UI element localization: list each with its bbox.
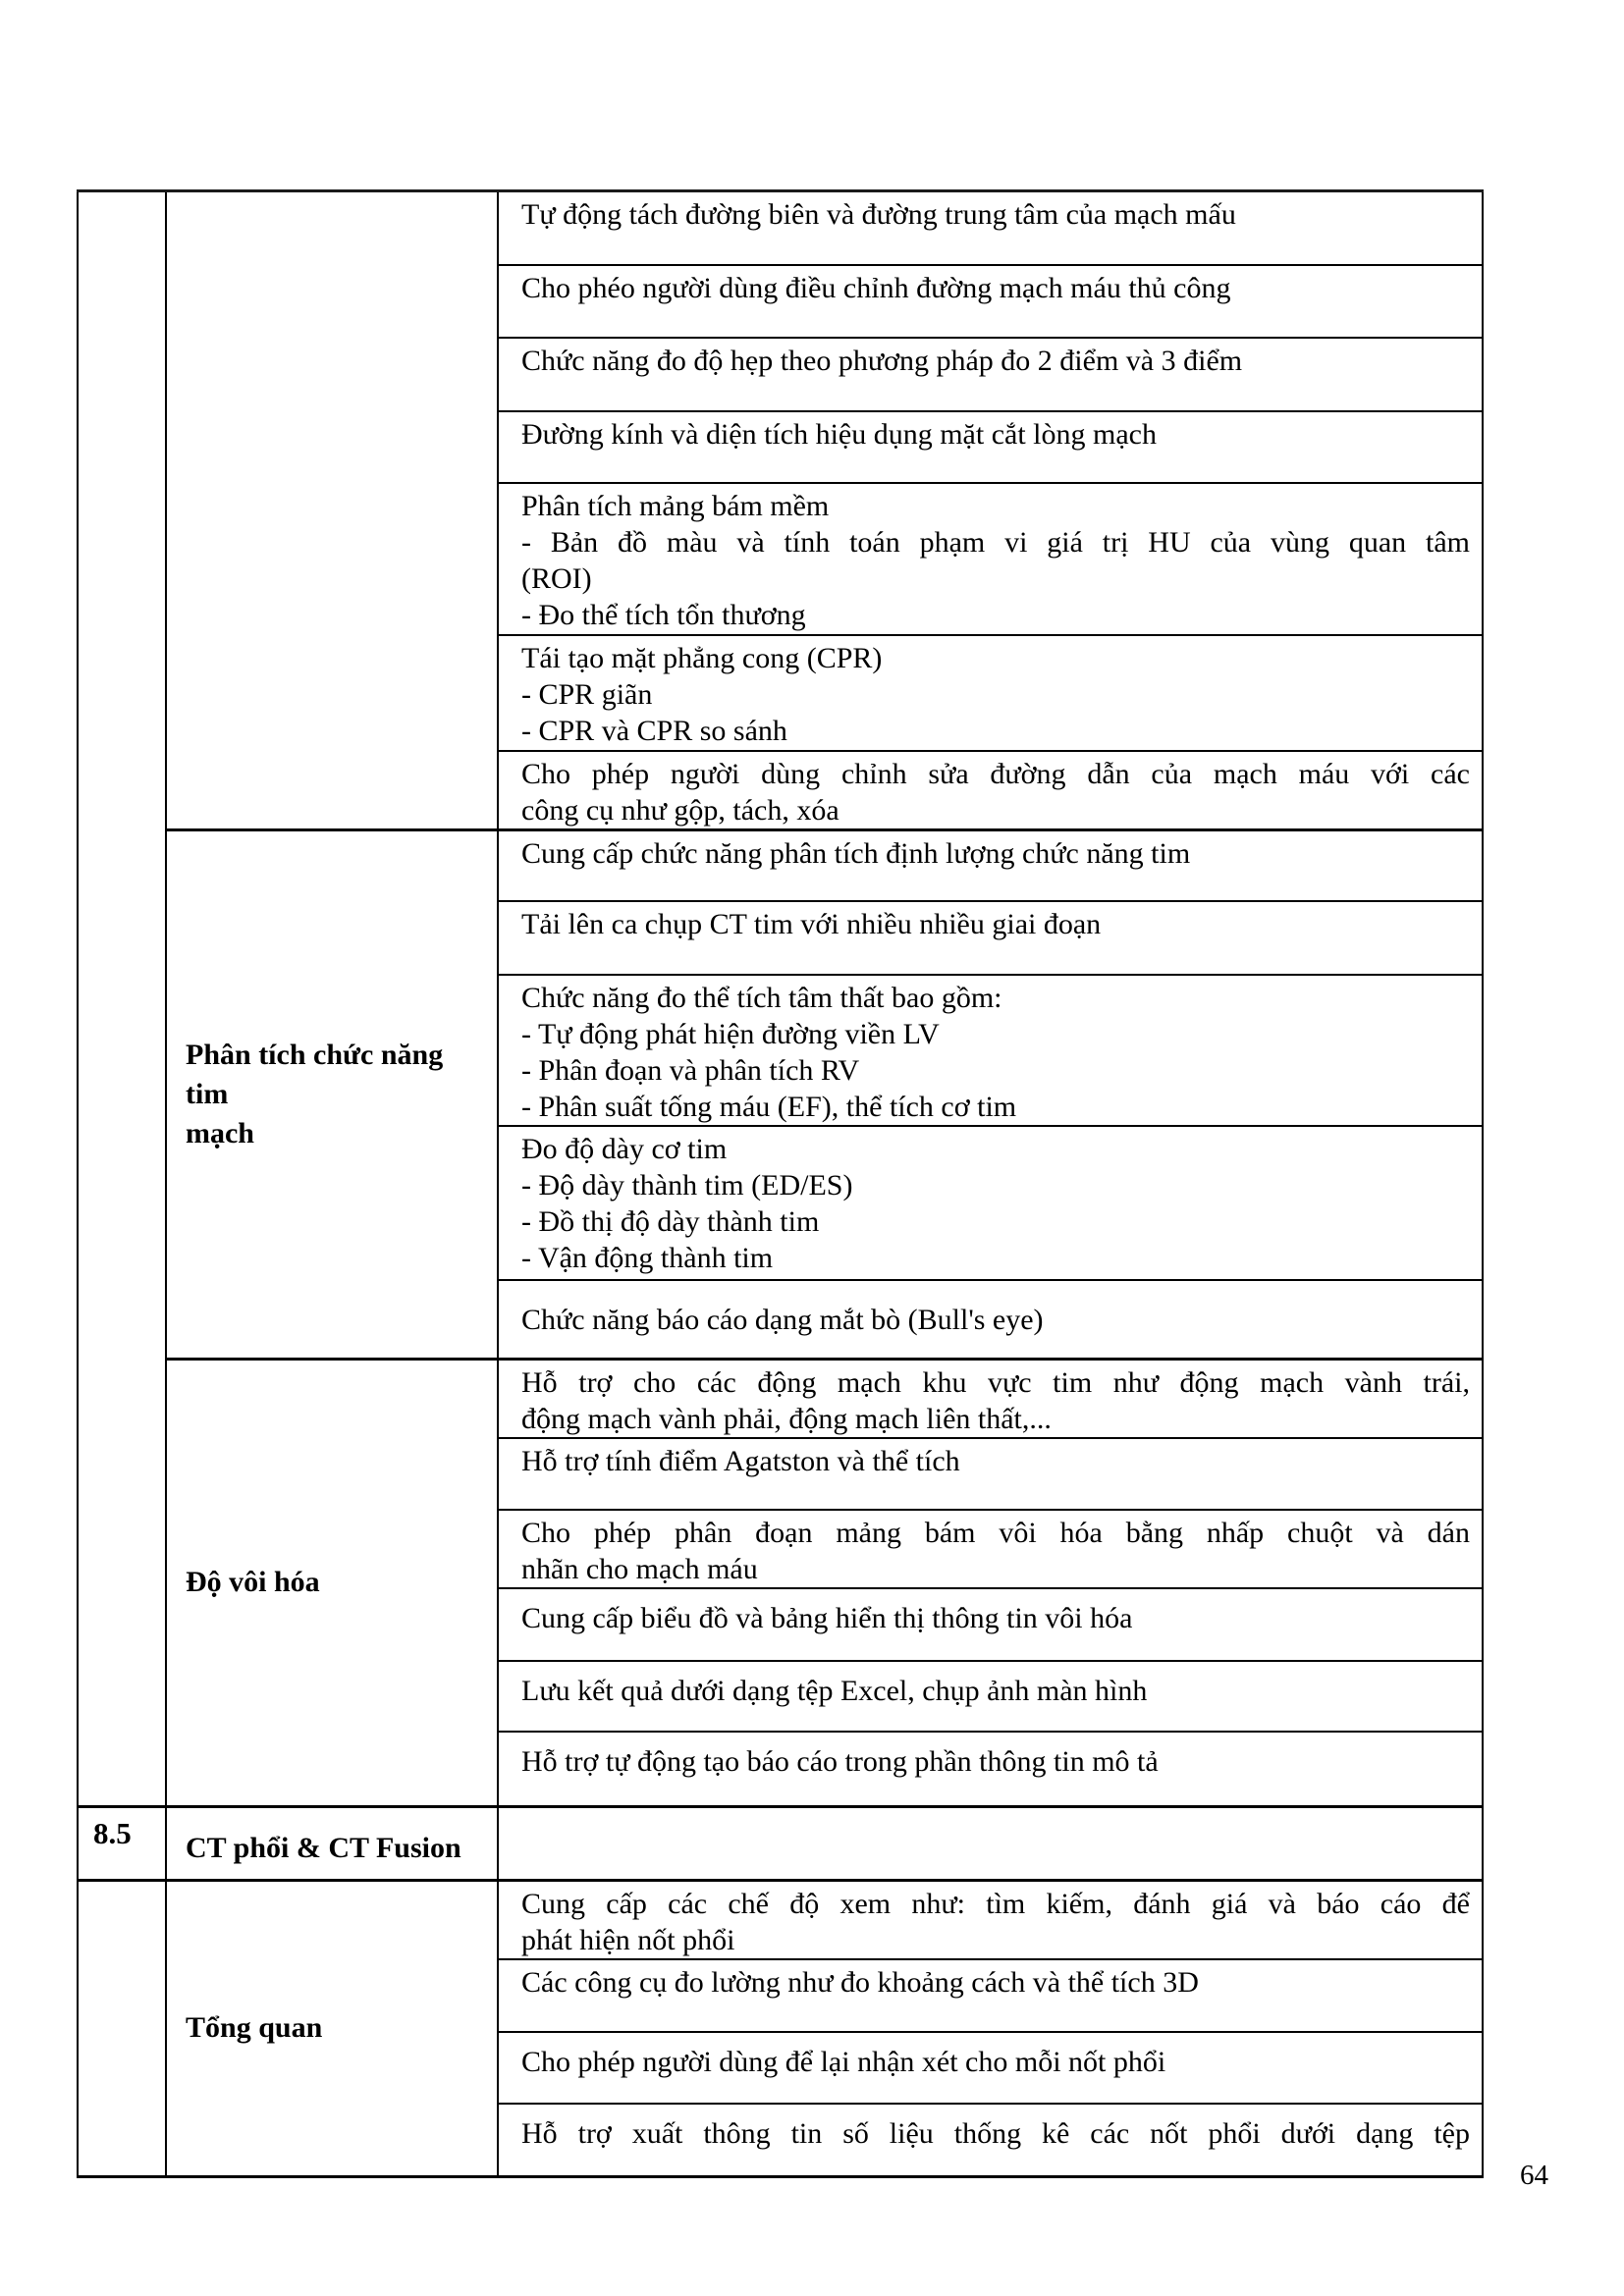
feature-text: Tải lên ca chụp CT tim với nhiều nhiều giai đoạn — [521, 908, 1102, 940]
feature-cell — [498, 1126, 1483, 1280]
category-label: Độ vôi hóa — [186, 1566, 320, 1599]
feature-text: - Đồ thị độ dày thành tim — [521, 1205, 820, 1238]
feature-text: - Vận động thành tim — [521, 1242, 774, 1274]
feature-text: Cho phép phân đoạn mảng bám vôi hóa bằng nhấp chuột và dán — [521, 1516, 1470, 1549]
feature-text: - Tự động phát hiện đường viền LV — [521, 1018, 940, 1050]
feature-cell — [498, 483, 1483, 635]
category-cell-cardiac-analysis — [166, 829, 498, 1359]
category-label: mạch — [186, 1116, 254, 1149]
feature-cell — [498, 2032, 1483, 2104]
feature-text: - Phân đoạn và phân tích RV — [521, 1054, 860, 1087]
feature-text: Chức năng đo thể tích tâm thất bao gồm: — [521, 982, 1002, 1014]
feature-cell — [498, 829, 1483, 901]
feature-text: Hỗ trợ xuất thông tin số liệu thống kê các nốt phổi dưới dạng tệp — [521, 2117, 1470, 2150]
category-cell-calcium-score — [166, 1359, 498, 1807]
feature-text: Hỗ trợ tự động tạo báo cáo trong phần thông tin mô tả — [521, 1744, 1159, 1778]
feature-text: Các công cụ đo lường như đo khoảng cách và thể tích 3D — [521, 1966, 1199, 1999]
item-number-cell-empty — [78, 1881, 166, 2177]
feature-text: Tái tạo mặt phẳng cong (CPR) — [521, 641, 883, 674]
feature-cell — [498, 635, 1483, 751]
feature-cell — [498, 338, 1483, 411]
specification-table — [77, 189, 1484, 2178]
category-label: Tổng quan — [186, 2011, 323, 2045]
feature-text: Tự động tách đường biên và đường trung tâm của mạch mấu — [521, 198, 1236, 231]
feature-cell — [498, 1959, 1483, 2032]
feature-cell — [498, 975, 1483, 1126]
feature-text: - Bản đồ màu và tính toán phạm vi giá trị HU của vùng quan tâm — [521, 525, 1470, 559]
feature-cell — [498, 1732, 1483, 1807]
feature-cell-empty — [498, 1807, 1483, 1881]
feature-text: - CPR và CPR so sánh — [521, 714, 787, 747]
feature-text: Cho phép người dùng chỉnh sửa đường dẫn của mạch máu với các — [521, 757, 1470, 790]
feature-text: - CPR giãn — [521, 677, 653, 711]
feature-text: công cụ như gộp, tách, xóa — [521, 793, 839, 827]
category-cell-ct-lung-fusion — [166, 1807, 498, 1881]
feature-cell — [498, 191, 1483, 265]
feature-cell — [498, 901, 1483, 975]
feature-cell — [498, 1438, 1483, 1510]
feature-text: Chức năng báo cáo dạng mắt bò (Bull's eye) — [521, 1304, 1044, 1336]
feature-cell — [498, 411, 1483, 483]
feature-cell — [498, 1280, 1483, 1359]
page-number: 64 — [1520, 2160, 1548, 2191]
feature-text: (ROI) — [521, 561, 592, 595]
feature-text: Phân tích mảng bám mềm — [521, 489, 830, 522]
feature-cell — [498, 1510, 1483, 1588]
feature-cell — [498, 265, 1483, 338]
feature-text: Cho phép người dùng để lại nhận xét cho mỗi nốt phổi — [521, 2046, 1166, 2078]
feature-text: - Độ dày thành tim (ED/ES) — [521, 1169, 853, 1201]
feature-text: Cung cấp các chế độ xem như: tìm kiếm, đánh giá và báo cáo để — [521, 1888, 1470, 1920]
category-cell-empty — [166, 191, 498, 830]
feature-cell — [498, 1359, 1483, 1438]
feature-text: Cung cấp chức năng phân tích định lượng chức năng tim — [521, 836, 1191, 870]
feature-text: Đường kính và diện tích hiệu dụng mặt cắt lòng mạch — [521, 417, 1157, 451]
feature-text: nhãn cho mạch máu — [521, 1552, 758, 1585]
feature-cell — [498, 1661, 1483, 1732]
feature-text: phát hiện nốt phổi — [521, 1924, 735, 1956]
feature-text: Đo độ dày cơ tim — [521, 1133, 728, 1165]
item-number: 8.5 — [93, 1816, 132, 1850]
category-label: CT phổi & CT Fusion — [186, 1832, 461, 1864]
category-label: Phân tích chức năng tim — [186, 1038, 444, 1110]
feature-text: Chức năng đo độ hẹp theo phương pháp đo 2 điểm và 3 điểm — [521, 344, 1243, 377]
feature-text: - Phân suất tống máu (EF), thể tích cơ tim — [521, 1091, 1017, 1123]
feature-text: Cung cấp biểu đồ và bảng hiển thị thông tin vôi hóa — [521, 1601, 1133, 1634]
feature-text: động mạch vành phải, động mạch liên thất,... — [521, 1402, 1052, 1435]
category-cell-overview — [166, 1881, 498, 2177]
feature-cell — [498, 2104, 1483, 2176]
feature-text: - Đo thể tích tổn thương — [521, 598, 806, 631]
feature-cell — [498, 1588, 1483, 1661]
feature-text: Hỗ trợ cho các động mạch khu vực tim như động mạch vành trái, — [521, 1365, 1470, 1399]
feature-text: Hỗ trợ tính điểm Agatston và thể tích — [521, 1444, 960, 1477]
feature-cell — [498, 751, 1483, 830]
item-number-cell-empty — [78, 191, 166, 1807]
item-number-cell — [78, 1807, 166, 1881]
feature-cell — [498, 1881, 1483, 1960]
feature-text: Lưu kết quả dưới dạng tệp Excel, chụp ảnh màn hình — [521, 1674, 1148, 1707]
feature-text: Cho phéo người dùng điều chỉnh đường mạch máu thủ công — [521, 271, 1231, 304]
